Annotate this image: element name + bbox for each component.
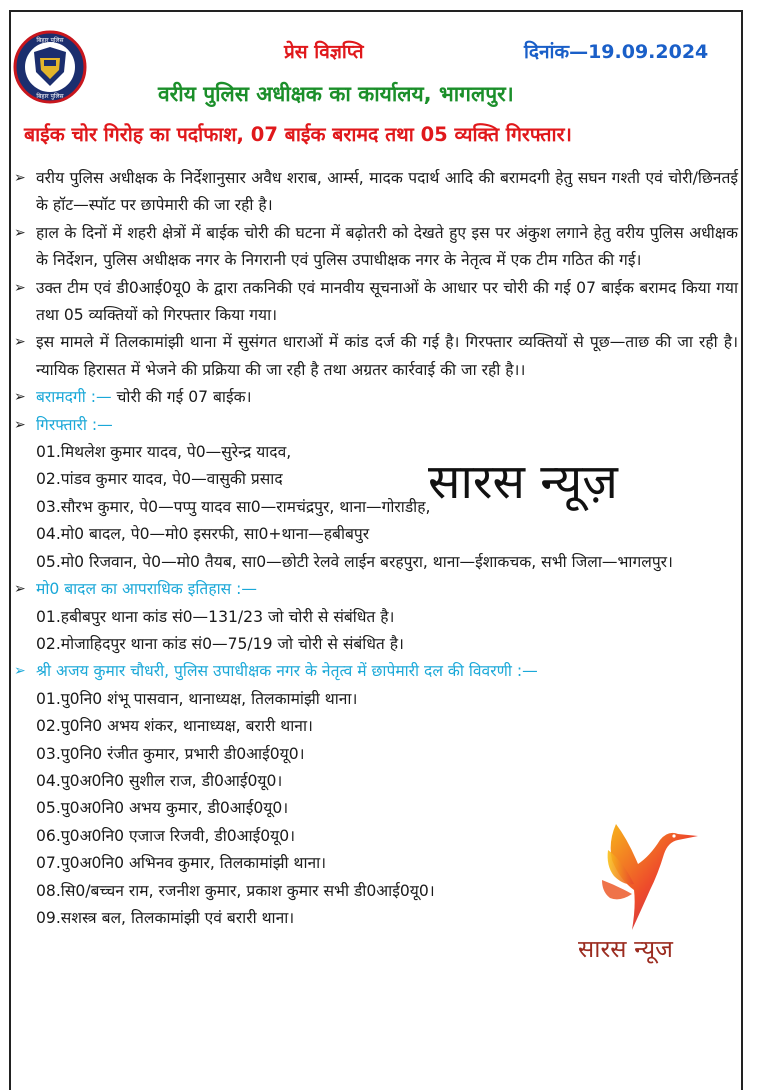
arrow-bullet-icon: ➢ — [14, 663, 26, 680]
svg-text:बिहार पुलिस: बिहार पुलिस — [36, 93, 64, 100]
arrow-bullet-icon: ➢ — [14, 389, 26, 406]
arrested-item: 03.सौरभ कुमार, पे0—पप्पु यादव सा0—रामचंद्रपुर, थाना—गोराडीह, — [36, 497, 431, 516]
paragraph-2: ➢ हाल के दिनों में शहरी क्षेत्रों में बाईक चोरी की घटना में बढ़ोतरी को देखते हुए इस पर अंकुश लगाने हेतु वरीय पुलिस अधीक्षक के निर्देशन, पुलिस अधीक्षक नगर के निगरानी एवं पुलिस उपाधीक्षक नगर के नेतृत्व में एक टीम गठित की गई। — [14, 220, 738, 275]
arrow-bullet-icon: ➢ — [14, 279, 26, 296]
svg-text:बिहार पुलिस: बिहार पुलिस — [36, 37, 64, 44]
criminal-history-title: ➢ मो0 बादल का आपराधिक इतिहास :— — [14, 576, 738, 603]
raid-team-member: 05.पु0अ0नि0 अभय कुमार, डी0आई0यू0। — [36, 799, 289, 818]
raid-team-member: 02.पु0नि0 अभय शंकर, थानाध्यक्ष, बरारी थाना। — [36, 717, 313, 736]
recovery-label: बरामदगी :— — [36, 388, 112, 407]
arrow-bullet-icon: ➢ — [14, 416, 26, 433]
raid-team-member: 03.पु0नि0 रंजीत कुमार, प्रभारी डी0आई0यू0। — [36, 744, 305, 763]
history-item: 02.मोजाहिदपुर थाना कांड सं0—75/19 जो चोरी से संबंधित है। — [36, 634, 404, 653]
raid-team-title: ➢ श्री अजय कुमार चौधरी, पुलिस उपाधीक्षक नगर के नेतृत्व में छापेमारी दल की विवरणी :— — [14, 658, 738, 685]
recovery-value: चोरी की गई 07 बाईक। — [116, 388, 252, 407]
raid-team-member: 07.पु0अ0नि0 अभिनव कुमार, तिलकामांझी थाना। — [36, 854, 327, 873]
raid-team-member: 01.पु0नि0 शंभू पासवान, थानाध्यक्ष, तिलकामांझी थाना। — [36, 689, 358, 708]
saras-bird-logo-icon — [598, 820, 708, 932]
raid-team-member: 06.पु0अ0नि0 एजाज रिजवी, डी0आई0यू0। — [36, 826, 296, 845]
paragraph-4: ➢ इस मामले में तिलकामांझी थाना में सुसंगत धाराओं में कांड दर्ज की गई है। गिरफ्तार व्यक्तियों से पूछ—ताछ की जा रही है। न्यायिक हिरासत में भेजने की प्रक्रिया की जा रही है तथा अग्रतर कार्रवाई की जा रही है।। — [14, 329, 738, 384]
paragraph-1: ➢ वरीय पुलिस अधीक्षक के निर्देशानुसार अवैध शराब, आर्म्स, मादक पदार्थ आदि की बरामदगी हेतु सघन गश्ती एवं चोरी/छिनतई के हॉट—स्पॉट पर छापेमारी की जा रही है। — [14, 165, 738, 220]
recovery-section — [14, 384, 738, 411]
saras-news-brand-name: सारस न्यूज — [578, 935, 673, 963]
raid-team-member: 09.सशस्त्र बल, तिलकामांझी एवं बरारी थाना। — [36, 908, 295, 927]
watermark-text: सारस न्यूज़ — [428, 454, 618, 510]
arrested-item: 04.मो0 बादल, पे0—मो0 इसरफी, सा0+थाना—हबीबपुर — [36, 525, 370, 544]
raid-team-member: 04.पु0अ0नि0 सुशील राज, डी0आई0यू0। — [36, 771, 283, 790]
arrested-section-title: ➢ गिरफ्तारी :— — [14, 412, 738, 439]
arrow-bullet-icon: ➢ — [14, 170, 26, 186]
arrested-item: 01.मिथलेश कुमार यादव, पे0—सुरेन्द्र यादव, — [36, 443, 292, 462]
paragraph-3: ➢ उक्त टीम एवं डी0आई0यू0 के द्वारा तकनिकी एवं मानवीय सूचनाओं के आधार पर चोरी की गई 07 बाईक बरामद किया गया तथा 05 व्यक्तियों को गिरफ्तार किया गया। — [14, 275, 738, 330]
arrow-bullet-icon: ➢ — [14, 581, 26, 598]
release-date: दिनांक—19.09.2024 — [524, 41, 709, 63]
press-release-title: प्रेस विज्ञप्ति — [284, 41, 364, 63]
raid-team-member: 08.सि0/बच्चन राम, रजनीश कुमार, प्रकाश कुमार सभी डी0आई0यू0। — [36, 881, 435, 900]
bihar-police-logo-icon — [13, 30, 87, 104]
arrested-item: 02.पांडव कुमार यादव, पे0—वासुकी प्रसाद — [36, 470, 283, 489]
arrow-bullet-icon: ➢ — [14, 224, 26, 241]
arrested-item: 05.मो0 रिजवान, पे0—मो0 तैयब, सा0—छोटी रेलवे लाईन बरहपुरा, थाना—ईशाकचक, सभी जिला—भागलपुर। — [36, 552, 673, 571]
release-body — [14, 165, 738, 932]
arrow-bullet-icon: ➢ — [14, 334, 26, 351]
office-name: वरीय पुलिस अधीक्षक का कार्यालय, भागलपुर। — [158, 82, 514, 106]
headline: बाईक चोर गिरोह का पर्दाफाश, 07 बाईक बरामद तथा 05 व्यक्ति गिरफ्तार। — [24, 123, 572, 146]
history-item: 01.हबीबपुर थाना कांड सं0—131/23 जो चोरी से संबंधित है। — [36, 607, 395, 626]
